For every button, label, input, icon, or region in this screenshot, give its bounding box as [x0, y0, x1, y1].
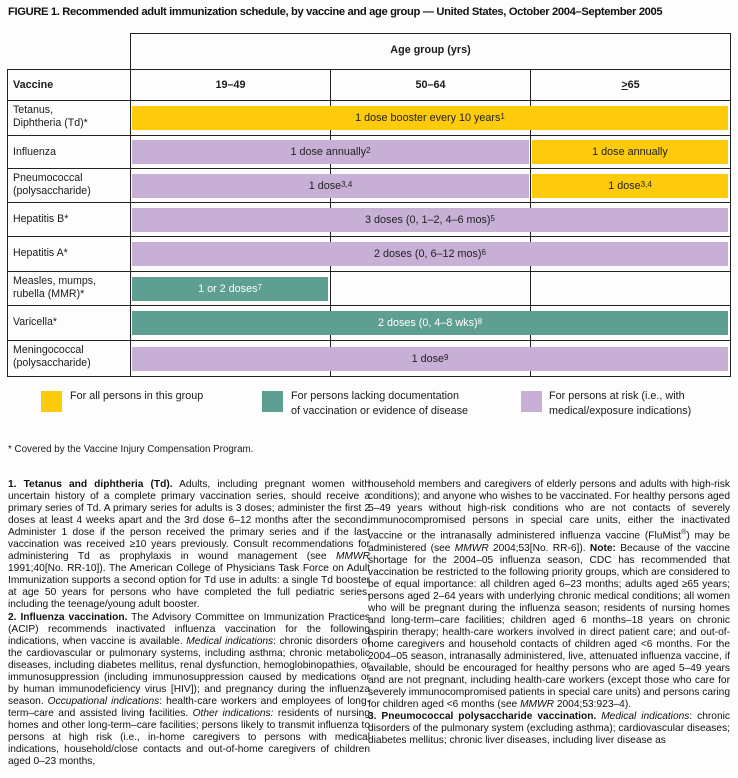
note-2-influenza-continued: household members and caregivers of elderly persons and adults with high-risk conditions); and anyone who wishes to be vaccinated. For healthy persons aged 5–49 years without high-risk conditions who are not contacts of severely immunocompromised persons in special care units, either the inactivated vaccine or the intranasally administered influenza vaccine (FluMist®) may be administered (see MMWR 2004;53[No. RR-6]). Note: Because of the vaccine shortage for the 2004–05 influenza season, CDC has recommended that vaccination be restricted to the following priority groups, which are considered to be of equal importance: all children aged 6–23 months; adults aged ≥65 years; persons aged 2–64 years with underlying chronic medical conditions; all women who will be pregnant during the influenza season; residents of nursing homes and long-term–care facilities; children aged 6 months–18 years on chronic aspirin therapy; health-care workers involved in direct patient care; and out-of-home caregivers and household contacts of children aged <6 months. For the 2004–05 season, intranasally administered, live, attenuated influenza vaccine, if available, should be encouraged for healthy persons who are aged 5–49 years and are not pregnant, including health-care workers (except those who care for severely immunocompromised patients in special care units) and persons caring for children aged <6 months (see MMWR 2004;53:923–4). — [368, 479, 730, 711]
vaccine-label-pneumococcal: Pneumococcal (polysaccharide) — [13, 172, 91, 197]
bar-meningococcal-all-ages: 1 dose $^9$ — [132, 347, 728, 371]
vaccine-label-meningococcal: Meningococcal (polysaccharide) — [13, 344, 91, 369]
vaccine-label-influenza: Influenza — [13, 146, 56, 158]
bar-pneumococcal-19-64: 1 dose $^{3,4}$ — [132, 174, 529, 198]
vaccine-column-header: Vaccine — [13, 79, 54, 91]
notes-column-right — [368, 479, 730, 747]
vaccine-label-hepatitis-b: Hepatitis B* — [13, 213, 69, 225]
bar-influenza-19-64: 1 dose annually $^2$ — [132, 140, 529, 164]
legend-swatch-yellow — [41, 391, 62, 412]
note-2-influenza: 2. Influenza vaccination. The Advisory Committee on Immunization Practices (ACIP) recommends inactivated influenza vaccination for the following indications, when vaccine is available. Medical indications: chronic disorders of the cardiovascular or pulmonary systems, including asthma; chronic metabolic diseases, including diabetes mellitus, renal dysfunction, hemoglobinopathies, or immunosuppression (including immunosuppression caused by medications or by human immunodeficiency virus [HIV]); and pregnancy during the influenza season. Occupational indications: health-care workers and employees of long-term–care and assisted living facilities. Other indications: residents of nursing homes and other long-term–care facilities; persons likely to transmit influenza to persons at high risk (i.e., in-home caregivers to persons with medical indications, household/close contacts and out-of-home caregivers of children aged 0–23 months, — [8, 611, 371, 768]
legend-label-all-persons: For all persons in this group — [70, 390, 204, 402]
bar-pneumococcal-65-plus: 1 dose $^{3,4}$ — [532, 174, 728, 198]
legend — [0, 389, 738, 429]
legend-swatch-green — [262, 391, 283, 412]
note-3-pneumococcal: 3. Pneumococcal polysaccharide vaccination. Medical indications: chronic disorders of the pulmonary system (excluding asthma); cardiovascular diseases; diabetes mellitus; chronic liver diseases, including liver disease as — [368, 711, 730, 747]
bar-td-all-ages: 1 dose booster every 10 years $^1$ — [132, 106, 728, 130]
vaccine-injury-footnote: * Covered by the Vaccine Injury Compensation Program. — [8, 444, 254, 455]
legend-label-at-risk: For persons at risk (i.e., with medical/exposure indications) — [549, 390, 692, 417]
bar-influenza-65-plus: 1 dose annually — [532, 140, 728, 164]
bar-hepatitis-a-all-ages: 2 doses (0, 6–12 mos) $^6$ — [132, 242, 728, 266]
vaccine-label-mmr: Measles, mumps, rubella (MMR)* — [13, 275, 97, 300]
age-column-50-64: 50–64 — [415, 79, 446, 91]
legend-swatch-purple — [521, 391, 542, 412]
vaccine-label-td: Tetanus, Diphtheria (Td)* — [13, 104, 88, 129]
bar-mmr-19-49: 1 or 2 doses $^7$ — [132, 277, 328, 301]
notes-column-left — [8, 479, 370, 768]
immunization-schedule-table — [7, 33, 731, 378]
age-column-19-49: 19–49 — [215, 79, 246, 91]
age-column-65-plus: >65 — [621, 79, 640, 91]
legend-label-lacking-documentation: For persons lacking documentation of vaccination or evidence of disease — [291, 390, 469, 417]
age-group-header: Age group (yrs) — [390, 44, 471, 56]
vaccine-label-hepatitis-a: Hepatitis A* — [13, 247, 68, 259]
bar-hepatitis-b-all-ages: 3 doses (0, 1–2, 4–6 mos) $^5$ — [132, 208, 728, 232]
vaccine-label-varicella: Varicella* — [13, 316, 57, 328]
note-1-td: 1. Tetanus and diphtheria (Td). Adults, including pregnant women with uncertain history of a complete primary vaccination series, should receive a primary series of Td. A primary series for adults is 3 doses; administer the first 2 doses at least 4 weeks apart and the 3rd dose 6–12 months after the second. Administer 1 dose if the person received the primary series and if the last vaccination was received ≥10 years previously. Consult recommendations for administering Td as prophylaxis in wound management (see MMWR 1991;40[No. RR-10]). The American College of Physicians Task Force on Adult Immunization supports a second option for Td use in adults: a single Td booster at age 50 years for persons who have completed the full pediatric series, including the teenage/young adult booster. — [8, 479, 370, 611]
figure-title: FIGURE 1. Recommended adult immunization schedule, by vaccine and age group — United States, October 2004–September 2005 — [8, 6, 663, 18]
bar-varicella-all-ages: 2 doses (0, 4–8 wks) $^8$ — [132, 311, 728, 335]
